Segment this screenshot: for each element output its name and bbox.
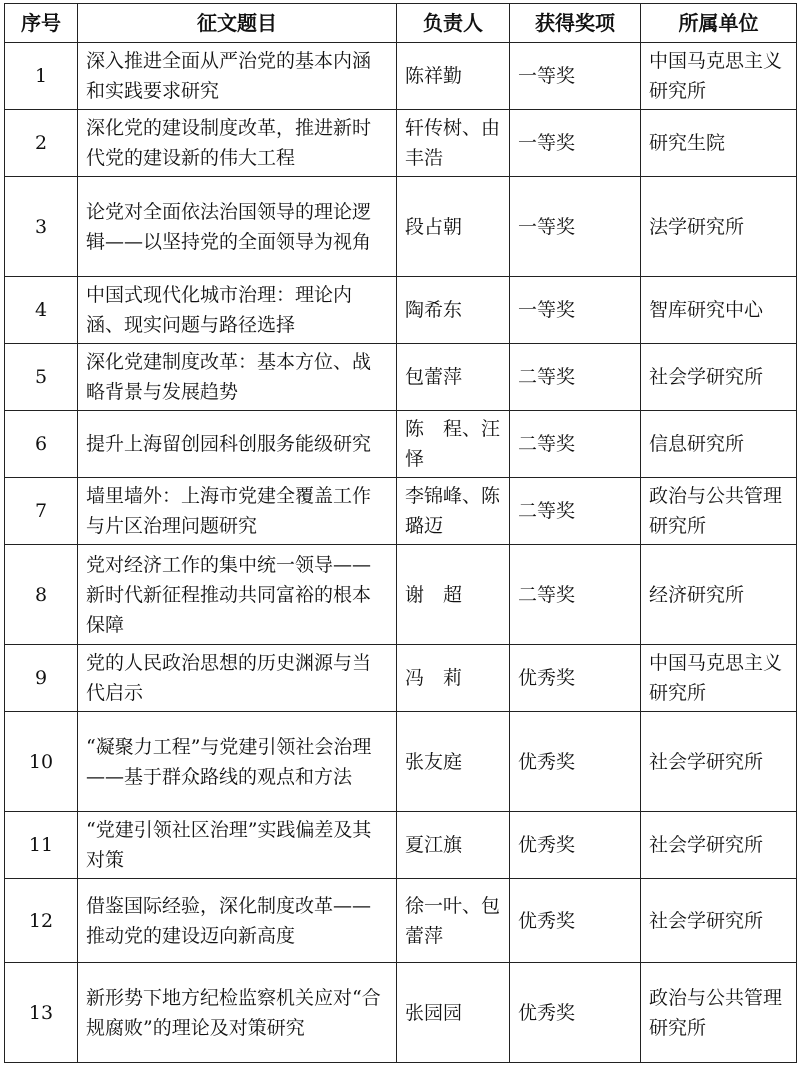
header-award: 获得奖项 <box>510 4 641 43</box>
cell-unit: 社会学研究所 <box>641 812 797 879</box>
cell-title: “凝聚力工程”与党建引领社会治理——基于群众路线的观点和方法 <box>78 712 397 812</box>
cell-award: 二等奖 <box>510 344 641 411</box>
cell-title: 党的人民政治思想的历史渊源与当代启示 <box>78 645 397 712</box>
cell-unit: 中国马克思主义研究所 <box>641 43 797 110</box>
cell-title: 深化党建制度改革：基本方位、战略背景与发展趋势 <box>78 344 397 411</box>
cell-award: 一等奖 <box>510 277 641 344</box>
cell-seq: 6 <box>5 411 78 478</box>
cell-person: 谢 超 <box>397 545 510 645</box>
cell-unit: 中国马克思主义研究所 <box>641 645 797 712</box>
cell-seq: 5 <box>5 344 78 411</box>
cell-person: 张友庭 <box>397 712 510 812</box>
table-row <box>5 645 797 712</box>
cell-award: 优秀奖 <box>510 712 641 812</box>
cell-title: 深化党的建设制度改革，推进新时代党的建设新的伟大工程 <box>78 110 397 177</box>
cell-award: 一等奖 <box>510 43 641 110</box>
table-row <box>5 712 797 812</box>
table-row <box>5 344 797 411</box>
cell-award: 二等奖 <box>510 478 641 545</box>
header-title: 征文题目 <box>78 4 397 43</box>
cell-unit: 政治与公共管理研究所 <box>641 963 797 1063</box>
cell-title: 借鉴国际经验，深化制度改革——推动党的建设迈向新高度 <box>78 879 397 963</box>
cell-unit: 研究生院 <box>641 110 797 177</box>
cell-award: 优秀奖 <box>510 812 641 879</box>
cell-person: 夏江旗 <box>397 812 510 879</box>
cell-person: 包蕾萍 <box>397 344 510 411</box>
cell-award: 一等奖 <box>510 110 641 177</box>
cell-person: 轩传树、由丰浩 <box>397 110 510 177</box>
cell-title: 墙里墙外：上海市党建全覆盖工作与片区治理问题研究 <box>78 478 397 545</box>
cell-seq: 8 <box>5 545 78 645</box>
cell-seq: 4 <box>5 277 78 344</box>
header-person: 负责人 <box>397 4 510 43</box>
table-row <box>5 177 797 277</box>
awards-table <box>4 3 797 1063</box>
cell-unit: 社会学研究所 <box>641 879 797 963</box>
cell-unit: 经济研究所 <box>641 545 797 645</box>
cell-unit: 社会学研究所 <box>641 344 797 411</box>
table-row <box>5 812 797 879</box>
cell-award: 优秀奖 <box>510 645 641 712</box>
cell-title: 中国式现代化城市治理：理论内涵、现实问题与路径选择 <box>78 277 397 344</box>
cell-person: 冯 莉 <box>397 645 510 712</box>
cell-award: 二等奖 <box>510 411 641 478</box>
cell-person: 徐一叶、包蕾萍 <box>397 879 510 963</box>
cell-award: 一等奖 <box>510 177 641 277</box>
cell-person: 李锦峰、陈璐迈 <box>397 478 510 545</box>
header-seq: 序号 <box>5 4 78 43</box>
cell-person: 张园园 <box>397 963 510 1063</box>
table-row <box>5 411 797 478</box>
table-row <box>5 43 797 110</box>
cell-seq: 10 <box>5 712 78 812</box>
cell-seq: 3 <box>5 177 78 277</box>
cell-seq: 1 <box>5 43 78 110</box>
cell-title: 新形势下地方纪检监察机关应对“合规腐败”的理论及对策研究 <box>78 963 397 1063</box>
cell-title: 提升上海留创园科创服务能级研究 <box>78 411 397 478</box>
cell-seq: 2 <box>5 110 78 177</box>
cell-award: 优秀奖 <box>510 963 641 1063</box>
cell-unit: 智库研究中心 <box>641 277 797 344</box>
cell-award: 二等奖 <box>510 545 641 645</box>
cell-seq: 12 <box>5 879 78 963</box>
cell-person: 陈祥勤 <box>397 43 510 110</box>
header-unit: 所属单位 <box>641 4 797 43</box>
table-row <box>5 963 797 1063</box>
table-row <box>5 277 797 344</box>
cell-person: 陶希东 <box>397 277 510 344</box>
cell-seq: 7 <box>5 478 78 545</box>
cell-title: “党建引领社区治理”实践偏差及其对策 <box>78 812 397 879</box>
cell-seq: 13 <box>5 963 78 1063</box>
cell-title: 党对经济工作的集中统一领导——新时代新征程推动共同富裕的根本保障 <box>78 545 397 645</box>
table-row <box>5 545 797 645</box>
table-row <box>5 879 797 963</box>
cell-title: 论党对全面依法治国领导的理论逻辑——以坚持党的全面领导为视角 <box>78 177 397 277</box>
cell-unit: 社会学研究所 <box>641 712 797 812</box>
cell-person: 陈 程、汪 怿 <box>397 411 510 478</box>
cell-unit: 信息研究所 <box>641 411 797 478</box>
cell-person: 段占朝 <box>397 177 510 277</box>
cell-seq: 11 <box>5 812 78 879</box>
cell-title: 深入推进全面从严治党的基本内涵和实践要求研究 <box>78 43 397 110</box>
cell-seq: 9 <box>5 645 78 712</box>
cell-unit: 法学研究所 <box>641 177 797 277</box>
cell-award: 优秀奖 <box>510 879 641 963</box>
cell-unit: 政治与公共管理研究所 <box>641 478 797 545</box>
table-row <box>5 110 797 177</box>
header-row <box>5 4 797 43</box>
table-row <box>5 478 797 545</box>
